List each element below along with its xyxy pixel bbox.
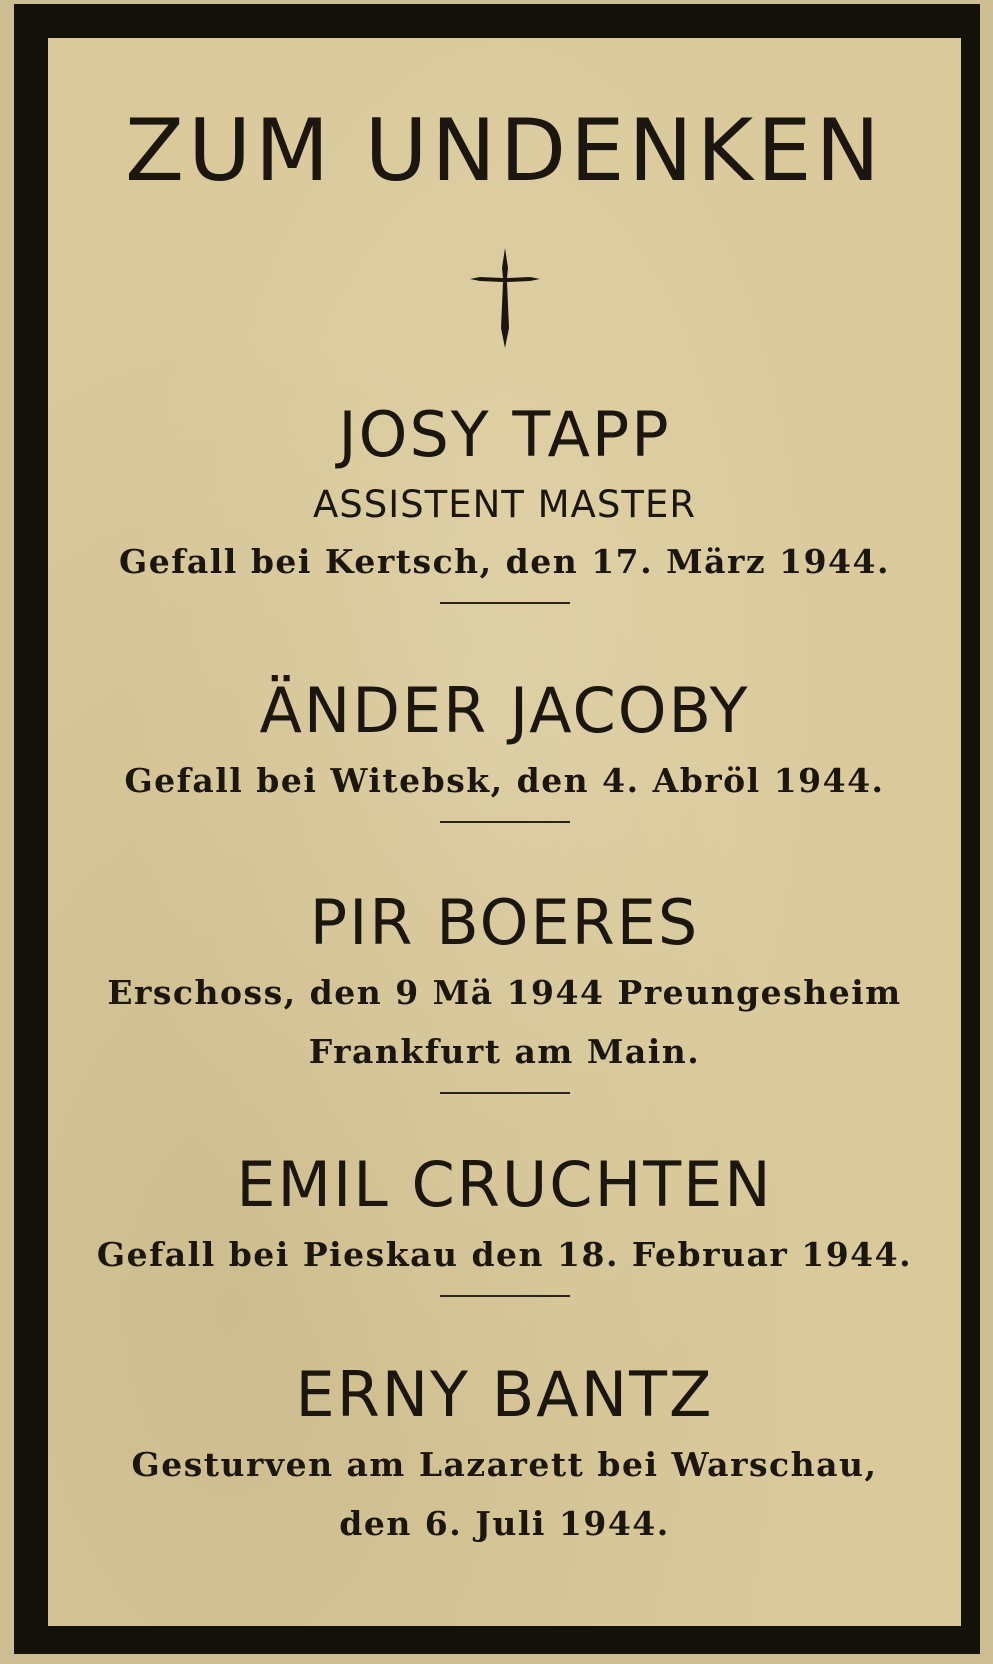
entry-line: Gesturven am Lazarett bei Warschau,: [131, 1445, 878, 1484]
entry-erny-bantz: [48, 1358, 961, 1543]
entry-emil-cruchten: [48, 1148, 961, 1297]
entry-name: ÄNDER JACOBY: [259, 674, 750, 747]
card-paper: [48, 38, 961, 1626]
entry-name: PIR BOERES: [309, 886, 700, 959]
cross-icon: [470, 248, 540, 348]
entry-name: JOSY TAPP: [338, 398, 671, 471]
card-title: ZUM UNDENKEN: [125, 101, 884, 201]
divider-line: [440, 1092, 570, 1094]
entry-name: ERNY BANTZ: [295, 1358, 714, 1431]
entry-line: Gefall bei Pieskau den 18. Februar 1944.: [96, 1235, 913, 1274]
entry-pir-boeres: [48, 886, 961, 1094]
divider-line: [440, 602, 570, 604]
entry-line: Gefall bei Witebsk, den 4. Abröl 1944.: [124, 761, 885, 800]
entry-role: ASSISTENT MASTER: [312, 483, 697, 526]
entry-name: EMIL CRUCHTEN: [236, 1148, 773, 1221]
entry-line: Erschoss, den 9 Mä 1944 Preungesheim: [107, 973, 902, 1012]
divider-line: [440, 821, 570, 823]
entry-ander-jacoby: [48, 674, 961, 823]
entry-line: Gefall bei Kertsch, den 17. März 1944.: [119, 542, 890, 581]
entry-line: Frankfurt am Main.: [308, 1032, 701, 1071]
divider-line: [440, 1295, 570, 1297]
entry-josy-tapp: [48, 398, 961, 604]
entry-line: den 6. Juli 1944.: [339, 1504, 670, 1543]
